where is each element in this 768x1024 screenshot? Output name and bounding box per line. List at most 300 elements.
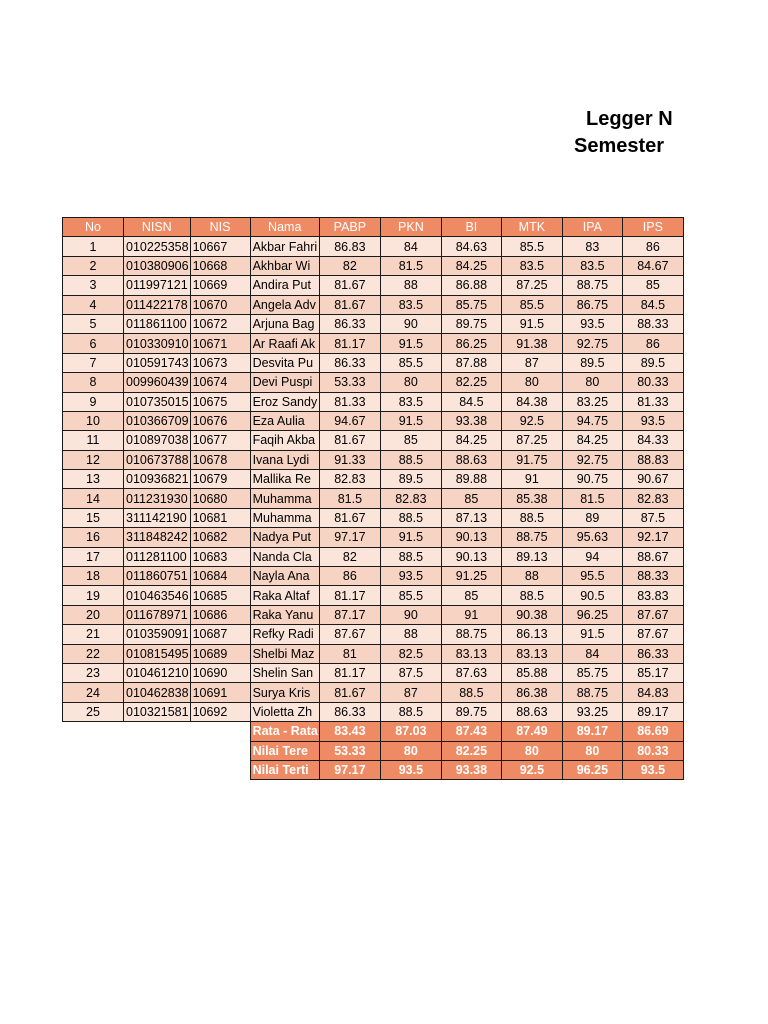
cell-pkn[interactable]: 80 bbox=[380, 373, 441, 392]
cell-pkn[interactable]: 87.5 bbox=[380, 663, 441, 682]
cell-ips[interactable]: 81.33 bbox=[622, 392, 683, 411]
column-header-pabp[interactable]: PABP bbox=[319, 218, 380, 237]
cell-ips[interactable]: 88.33 bbox=[622, 567, 683, 586]
cell-ipa[interactable]: 96.25 bbox=[562, 605, 622, 624]
cell-nis[interactable]: 10674 bbox=[190, 373, 250, 392]
cell-mtk[interactable]: 83.13 bbox=[501, 644, 562, 663]
cell-pkn[interactable]: 82.83 bbox=[380, 489, 441, 508]
cell-no[interactable]: 7 bbox=[63, 353, 124, 372]
cell-nis[interactable]: 10684 bbox=[190, 567, 250, 586]
cell-nama[interactable]: Eza Aulia bbox=[250, 411, 319, 430]
cell-pabp[interactable]: 81.17 bbox=[319, 586, 380, 605]
cell-pabp[interactable]: 82.83 bbox=[319, 470, 380, 489]
cell-nisn[interactable]: 010321581 bbox=[124, 702, 191, 721]
column-header-no[interactable]: No bbox=[63, 218, 124, 237]
empty-cell bbox=[190, 741, 250, 760]
cell-nama[interactable]: Ivana Lydi bbox=[250, 450, 319, 469]
cell-mtk[interactable]: 90.38 bbox=[501, 605, 562, 624]
cell-nis[interactable]: 10676 bbox=[190, 411, 250, 430]
summary-value-bi[interactable]: 82.25 bbox=[441, 741, 501, 760]
cell-nis[interactable]: 10678 bbox=[190, 450, 250, 469]
cell-nis[interactable]: 10680 bbox=[190, 489, 250, 508]
cell-mtk[interactable]: 85.38 bbox=[501, 489, 562, 508]
cell-nis[interactable]: 10677 bbox=[190, 431, 250, 450]
cell-nis[interactable]: 10687 bbox=[190, 625, 250, 644]
cell-pkn[interactable]: 85 bbox=[380, 431, 441, 450]
column-header-mtk[interactable]: MTK bbox=[501, 218, 562, 237]
cell-ips[interactable]: 90.67 bbox=[622, 470, 683, 489]
cell-bi[interactable]: 84.25 bbox=[441, 431, 501, 450]
cell-no[interactable]: 2 bbox=[63, 256, 124, 275]
cell-no[interactable]: 11 bbox=[63, 431, 124, 450]
cell-ipa[interactable]: 93.5 bbox=[562, 314, 622, 333]
cell-nama[interactable]: Shelin San bbox=[250, 663, 319, 682]
cell-bi[interactable]: 86.25 bbox=[441, 334, 501, 353]
cell-ipa[interactable]: 94.75 bbox=[562, 411, 622, 430]
cell-bi[interactable]: 88.75 bbox=[441, 625, 501, 644]
cell-pabp[interactable]: 81.67 bbox=[319, 276, 380, 295]
table-row bbox=[63, 625, 684, 644]
empty-cell bbox=[190, 760, 250, 779]
cell-nis[interactable]: 10673 bbox=[190, 353, 250, 372]
cell-nisn[interactable]: 009960439 bbox=[124, 373, 191, 392]
cell-ips[interactable]: 88.83 bbox=[622, 450, 683, 469]
cell-pabp[interactable]: 94.67 bbox=[319, 411, 380, 430]
cell-ips[interactable]: 92.17 bbox=[622, 528, 683, 547]
cell-pabp[interactable]: 87.67 bbox=[319, 625, 380, 644]
column-header-ips[interactable]: IPS bbox=[622, 218, 683, 237]
cell-ips[interactable]: 84.5 bbox=[622, 295, 683, 314]
cell-mtk[interactable]: 87.25 bbox=[501, 431, 562, 450]
cell-nisn[interactable]: 311848242 bbox=[124, 528, 191, 547]
cell-ipa[interactable]: 84 bbox=[562, 644, 622, 663]
cell-mtk[interactable]: 87.25 bbox=[501, 276, 562, 295]
cell-mtk[interactable]: 88 bbox=[501, 567, 562, 586]
cell-ips[interactable]: 87.5 bbox=[622, 508, 683, 527]
cell-pkn[interactable]: 81.5 bbox=[380, 256, 441, 275]
cell-bi[interactable]: 91.25 bbox=[441, 567, 501, 586]
cell-bi[interactable]: 83.13 bbox=[441, 644, 501, 663]
cell-bi[interactable]: 90.13 bbox=[441, 547, 501, 566]
cell-nisn[interactable]: 011997121 bbox=[124, 276, 191, 295]
cell-nama[interactable]: Mallika Re bbox=[250, 470, 319, 489]
cell-nis[interactable]: 10667 bbox=[190, 237, 250, 256]
cell-ipa[interactable]: 86.75 bbox=[562, 295, 622, 314]
cell-nisn[interactable]: 010591743 bbox=[124, 353, 191, 372]
summary-label[interactable]: Rata - Rata bbox=[250, 722, 319, 741]
summary-row bbox=[63, 722, 684, 741]
cell-pabp[interactable]: 97.17 bbox=[319, 528, 380, 547]
cell-bi[interactable]: 89.88 bbox=[441, 470, 501, 489]
cell-nis[interactable]: 10689 bbox=[190, 644, 250, 663]
cell-pkn[interactable]: 93.5 bbox=[380, 567, 441, 586]
cell-bi[interactable]: 85.75 bbox=[441, 295, 501, 314]
cell-mtk[interactable]: 87 bbox=[501, 353, 562, 372]
cell-no[interactable]: 8 bbox=[63, 373, 124, 392]
cell-ipa[interactable]: 89 bbox=[562, 508, 622, 527]
cell-ipa[interactable]: 80 bbox=[562, 373, 622, 392]
table-row bbox=[63, 663, 684, 682]
summary-label[interactable]: Nilai Terti bbox=[250, 760, 319, 779]
cell-nis[interactable]: 10692 bbox=[190, 702, 250, 721]
cell-no[interactable]: 17 bbox=[63, 547, 124, 566]
column-header-bi[interactable]: BI bbox=[441, 218, 501, 237]
cell-nisn[interactable]: 010366709 bbox=[124, 411, 191, 430]
grade-ledger-table bbox=[62, 217, 684, 780]
cell-pkn[interactable]: 88.5 bbox=[380, 450, 441, 469]
cell-ips[interactable]: 80.33 bbox=[622, 373, 683, 392]
cell-nisn[interactable]: 010735015 bbox=[124, 392, 191, 411]
cell-pkn[interactable]: 88 bbox=[380, 276, 441, 295]
cell-no[interactable]: 18 bbox=[63, 567, 124, 586]
table-row bbox=[63, 644, 684, 663]
cell-nama[interactable]: Akhbar Wi bbox=[250, 256, 319, 275]
cell-pkn[interactable]: 83.5 bbox=[380, 295, 441, 314]
cell-mtk[interactable]: 85.88 bbox=[501, 663, 562, 682]
empty-cell bbox=[124, 760, 191, 779]
cell-ipa[interactable]: 81.5 bbox=[562, 489, 622, 508]
cell-ipa[interactable]: 92.75 bbox=[562, 450, 622, 469]
cell-bi[interactable]: 84.63 bbox=[441, 237, 501, 256]
cell-bi[interactable]: 85 bbox=[441, 586, 501, 605]
cell-pkn[interactable]: 91.5 bbox=[380, 528, 441, 547]
summary-value-pkn[interactable]: 80 bbox=[380, 741, 441, 760]
cell-nama[interactable]: Nanda Cla bbox=[250, 547, 319, 566]
cell-pkn[interactable]: 88.5 bbox=[380, 508, 441, 527]
cell-nis[interactable]: 10685 bbox=[190, 586, 250, 605]
summary-value-ipa[interactable]: 89.17 bbox=[562, 722, 622, 741]
cell-pkn[interactable]: 90 bbox=[380, 314, 441, 333]
cell-pkn[interactable]: 91.5 bbox=[380, 411, 441, 430]
cell-mtk[interactable]: 88.75 bbox=[501, 528, 562, 547]
cell-no[interactable]: 19 bbox=[63, 586, 124, 605]
table-row bbox=[63, 605, 684, 624]
cell-nisn[interactable]: 010462838 bbox=[124, 683, 191, 702]
cell-ips[interactable]: 84.67 bbox=[622, 256, 683, 275]
cell-bi[interactable]: 93.38 bbox=[441, 411, 501, 430]
cell-bi[interactable]: 87.13 bbox=[441, 508, 501, 527]
cell-ipa[interactable]: 83.5 bbox=[562, 256, 622, 275]
cell-ipa[interactable]: 94 bbox=[562, 547, 622, 566]
cell-mtk[interactable]: 88.63 bbox=[501, 702, 562, 721]
cell-nis[interactable]: 10675 bbox=[190, 392, 250, 411]
empty-cell bbox=[63, 722, 124, 741]
cell-nama[interactable]: Refky Radi bbox=[250, 625, 319, 644]
cell-bi[interactable]: 89.75 bbox=[441, 314, 501, 333]
cell-no[interactable]: 4 bbox=[63, 295, 124, 314]
cell-mtk[interactable]: 91.5 bbox=[501, 314, 562, 333]
cell-ips[interactable]: 82.83 bbox=[622, 489, 683, 508]
column-header-pkn[interactable]: PKN bbox=[380, 218, 441, 237]
cell-no[interactable]: 23 bbox=[63, 663, 124, 682]
cell-ips[interactable]: 86 bbox=[622, 334, 683, 353]
column-header-nisn[interactable]: NISN bbox=[124, 218, 191, 237]
cell-ips[interactable]: 84.83 bbox=[622, 683, 683, 702]
table-row bbox=[63, 392, 684, 411]
cell-nama[interactable]: Andira Put bbox=[250, 276, 319, 295]
cell-ips[interactable]: 86 bbox=[622, 237, 683, 256]
cell-no[interactable]: 6 bbox=[63, 334, 124, 353]
table-row bbox=[63, 237, 684, 256]
cell-ipa[interactable]: 88.75 bbox=[562, 683, 622, 702]
cell-nama[interactable]: Raka Yanu bbox=[250, 605, 319, 624]
column-header-ipa[interactable]: IPA bbox=[562, 218, 622, 237]
summary-value-bi[interactable]: 87.43 bbox=[441, 722, 501, 741]
cell-pabp[interactable]: 81.67 bbox=[319, 508, 380, 527]
cell-ips[interactable]: 87.67 bbox=[622, 605, 683, 624]
cell-ips[interactable]: 85.17 bbox=[622, 663, 683, 682]
table-row bbox=[63, 295, 684, 314]
cell-ipa[interactable]: 83.25 bbox=[562, 392, 622, 411]
cell-pabp[interactable]: 82 bbox=[319, 256, 380, 275]
cell-nisn[interactable]: 010359091 bbox=[124, 625, 191, 644]
cell-pkn[interactable]: 87 bbox=[380, 683, 441, 702]
cell-pabp[interactable]: 81.33 bbox=[319, 392, 380, 411]
column-header-nis[interactable]: NIS bbox=[190, 218, 250, 237]
cell-ipa[interactable]: 95.63 bbox=[562, 528, 622, 547]
cell-nis[interactable]: 10681 bbox=[190, 508, 250, 527]
cell-nama[interactable]: Muhamma bbox=[250, 508, 319, 527]
cell-nisn[interactable]: 011422178 bbox=[124, 295, 191, 314]
cell-ipa[interactable]: 93.25 bbox=[562, 702, 622, 721]
summary-value-pabp[interactable]: 53.33 bbox=[319, 741, 380, 760]
cell-nis[interactable]: 10682 bbox=[190, 528, 250, 547]
cell-ips[interactable]: 89.17 bbox=[622, 702, 683, 721]
cell-nis[interactable]: 10670 bbox=[190, 295, 250, 314]
cell-pabp[interactable]: 86 bbox=[319, 567, 380, 586]
empty-cell bbox=[124, 741, 191, 760]
summary-value-ips[interactable]: 80.33 bbox=[622, 741, 683, 760]
cell-nis[interactable]: 10683 bbox=[190, 547, 250, 566]
cell-no[interactable]: 16 bbox=[63, 528, 124, 547]
cell-no[interactable]: 12 bbox=[63, 450, 124, 469]
cell-nis[interactable]: 10671 bbox=[190, 334, 250, 353]
cell-ips[interactable]: 87.67 bbox=[622, 625, 683, 644]
cell-mtk[interactable]: 84.38 bbox=[501, 392, 562, 411]
cell-nisn[interactable]: 010897038 bbox=[124, 431, 191, 450]
cell-pkn[interactable]: 85.5 bbox=[380, 353, 441, 372]
cell-no[interactable]: 10 bbox=[63, 411, 124, 430]
cell-nama[interactable]: Arjuna Bag bbox=[250, 314, 319, 333]
cell-pabp[interactable]: 81.67 bbox=[319, 683, 380, 702]
table-row bbox=[63, 489, 684, 508]
table-row bbox=[63, 334, 684, 353]
cell-mtk[interactable]: 86.13 bbox=[501, 625, 562, 644]
cell-bi[interactable]: 89.75 bbox=[441, 702, 501, 721]
cell-ipa[interactable]: 92.75 bbox=[562, 334, 622, 353]
cell-nama[interactable]: Nadya Put bbox=[250, 528, 319, 547]
cell-mtk[interactable]: 80 bbox=[501, 373, 562, 392]
cell-nisn[interactable]: 011678971 bbox=[124, 605, 191, 624]
cell-nis[interactable]: 10690 bbox=[190, 663, 250, 682]
cell-bi[interactable]: 82.25 bbox=[441, 373, 501, 392]
summary-value-mtk[interactable]: 92.5 bbox=[501, 760, 562, 779]
cell-ips[interactable]: 88.33 bbox=[622, 314, 683, 333]
cell-mtk[interactable]: 88.5 bbox=[501, 586, 562, 605]
cell-pabp[interactable]: 81 bbox=[319, 644, 380, 663]
cell-pabp[interactable]: 81.5 bbox=[319, 489, 380, 508]
cell-pabp[interactable]: 81.67 bbox=[319, 295, 380, 314]
cell-nisn[interactable]: 010936821 bbox=[124, 470, 191, 489]
cell-mtk[interactable]: 83.5 bbox=[501, 256, 562, 275]
cell-bi[interactable]: 87.63 bbox=[441, 663, 501, 682]
cell-bi[interactable]: 84.5 bbox=[441, 392, 501, 411]
summary-value-pabp[interactable]: 97.17 bbox=[319, 760, 380, 779]
cell-nama[interactable]: Nayla Ana bbox=[250, 567, 319, 586]
cell-pabp[interactable]: 86.33 bbox=[319, 353, 380, 372]
cell-ips[interactable]: 88.67 bbox=[622, 547, 683, 566]
column-header-nama[interactable]: Nama bbox=[250, 218, 319, 237]
cell-bi[interactable]: 88.63 bbox=[441, 450, 501, 469]
cell-ipa[interactable]: 84.25 bbox=[562, 431, 622, 450]
cell-nis[interactable]: 10691 bbox=[190, 683, 250, 702]
cell-pabp[interactable]: 86.33 bbox=[319, 702, 380, 721]
cell-bi[interactable]: 86.88 bbox=[441, 276, 501, 295]
summary-value-ips[interactable]: 86.69 bbox=[622, 722, 683, 741]
cell-nis[interactable]: 10679 bbox=[190, 470, 250, 489]
cell-pabp[interactable]: 87.17 bbox=[319, 605, 380, 624]
cell-nama[interactable]: Surya Kris bbox=[250, 683, 319, 702]
summary-label[interactable]: Nilai Tere bbox=[250, 741, 319, 760]
cell-ipa[interactable]: 83 bbox=[562, 237, 622, 256]
cell-no[interactable]: 15 bbox=[63, 508, 124, 527]
cell-nisn[interactable]: 010225358 bbox=[124, 237, 191, 256]
cell-nama[interactable]: Akbar Fahri bbox=[250, 237, 319, 256]
cell-mtk[interactable]: 88.5 bbox=[501, 508, 562, 527]
cell-mtk[interactable]: 91.38 bbox=[501, 334, 562, 353]
cell-ipa[interactable]: 95.5 bbox=[562, 567, 622, 586]
cell-nama[interactable]: Devi Puspi bbox=[250, 373, 319, 392]
cell-pkn[interactable]: 91.5 bbox=[380, 334, 441, 353]
cell-ipa[interactable]: 85.75 bbox=[562, 663, 622, 682]
cell-mtk[interactable]: 85.5 bbox=[501, 295, 562, 314]
cell-mtk[interactable]: 91.75 bbox=[501, 450, 562, 469]
summary-value-mtk[interactable]: 80 bbox=[501, 741, 562, 760]
summary-value-ipa[interactable]: 96.25 bbox=[562, 760, 622, 779]
cell-pkn[interactable]: 82.5 bbox=[380, 644, 441, 663]
cell-nisn[interactable]: 010815495 bbox=[124, 644, 191, 663]
cell-nisn[interactable]: 010463546 bbox=[124, 586, 191, 605]
cell-pkn[interactable]: 88.5 bbox=[380, 547, 441, 566]
cell-ips[interactable]: 89.5 bbox=[622, 353, 683, 372]
cell-ips[interactable]: 93.5 bbox=[622, 411, 683, 430]
empty-cell bbox=[124, 722, 191, 741]
cell-ipa[interactable]: 90.75 bbox=[562, 470, 622, 489]
cell-ips[interactable]: 85 bbox=[622, 276, 683, 295]
cell-nis[interactable]: 10669 bbox=[190, 276, 250, 295]
cell-pkn[interactable]: 90 bbox=[380, 605, 441, 624]
cell-pkn[interactable]: 88.5 bbox=[380, 702, 441, 721]
summary-value-ipa[interactable]: 80 bbox=[562, 741, 622, 760]
cell-bi[interactable]: 85 bbox=[441, 489, 501, 508]
table-row bbox=[63, 276, 684, 295]
cell-pkn[interactable]: 85.5 bbox=[380, 586, 441, 605]
cell-nis[interactable]: 10672 bbox=[190, 314, 250, 333]
cell-no[interactable]: 3 bbox=[63, 276, 124, 295]
cell-nisn[interactable]: 010461210 bbox=[124, 663, 191, 682]
cell-ips[interactable]: 86.33 bbox=[622, 644, 683, 663]
cell-no[interactable]: 20 bbox=[63, 605, 124, 624]
cell-mtk[interactable]: 92.5 bbox=[501, 411, 562, 430]
cell-no[interactable]: 22 bbox=[63, 644, 124, 663]
summary-value-bi[interactable]: 93.38 bbox=[441, 760, 501, 779]
summary-value-pkn[interactable]: 87.03 bbox=[380, 722, 441, 741]
cell-bi[interactable]: 88.5 bbox=[441, 683, 501, 702]
cell-ipa[interactable]: 89.5 bbox=[562, 353, 622, 372]
cell-pkn[interactable]: 88 bbox=[380, 625, 441, 644]
cell-bi[interactable]: 87.88 bbox=[441, 353, 501, 372]
cell-pabp[interactable]: 81.17 bbox=[319, 334, 380, 353]
cell-ips[interactable]: 84.33 bbox=[622, 431, 683, 450]
cell-mtk[interactable]: 86.38 bbox=[501, 683, 562, 702]
cell-nama[interactable]: Raka Altaf bbox=[250, 586, 319, 605]
cell-pkn[interactable]: 89.5 bbox=[380, 470, 441, 489]
cell-ipa[interactable]: 91.5 bbox=[562, 625, 622, 644]
cell-pabp[interactable]: 81.17 bbox=[319, 663, 380, 682]
cell-nama[interactable]: Shelbi Maz bbox=[250, 644, 319, 663]
cell-nisn[interactable]: 010673788 bbox=[124, 450, 191, 469]
cell-pabp[interactable]: 86.83 bbox=[319, 237, 380, 256]
cell-pkn[interactable]: 83.5 bbox=[380, 392, 441, 411]
cell-pabp[interactable]: 91.33 bbox=[319, 450, 380, 469]
summary-value-ips[interactable]: 93.5 bbox=[622, 760, 683, 779]
cell-no[interactable]: 5 bbox=[63, 314, 124, 333]
cell-no[interactable]: 25 bbox=[63, 702, 124, 721]
summary-value-pabp[interactable]: 83.43 bbox=[319, 722, 380, 741]
cell-nisn[interactable]: 010330910 bbox=[124, 334, 191, 353]
cell-nisn[interactable]: 011860751 bbox=[124, 567, 191, 586]
cell-mtk[interactable]: 85.5 bbox=[501, 237, 562, 256]
cell-no[interactable]: 21 bbox=[63, 625, 124, 644]
cell-no[interactable]: 9 bbox=[63, 392, 124, 411]
cell-pabp[interactable]: 86.33 bbox=[319, 314, 380, 333]
cell-no[interactable]: 24 bbox=[63, 683, 124, 702]
cell-pabp[interactable]: 82 bbox=[319, 547, 380, 566]
cell-nama[interactable]: Desvita Pu bbox=[250, 353, 319, 372]
cell-bi[interactable]: 84.25 bbox=[441, 256, 501, 275]
cell-no[interactable]: 14 bbox=[63, 489, 124, 508]
cell-nisn[interactable]: 010380906 bbox=[124, 256, 191, 275]
cell-nisn[interactable]: 311142190 bbox=[124, 508, 191, 527]
cell-nama[interactable]: Faqih Akba bbox=[250, 431, 319, 450]
cell-nama[interactable]: Muhamma bbox=[250, 489, 319, 508]
cell-no[interactable]: 1 bbox=[63, 237, 124, 256]
cell-nisn[interactable]: 011231930 bbox=[124, 489, 191, 508]
cell-nis[interactable]: 10668 bbox=[190, 256, 250, 275]
cell-nama[interactable]: Ar Raafi Ak bbox=[250, 334, 319, 353]
cell-ipa[interactable]: 88.75 bbox=[562, 276, 622, 295]
cell-mtk[interactable]: 89.13 bbox=[501, 547, 562, 566]
cell-pkn[interactable]: 84 bbox=[380, 237, 441, 256]
cell-bi[interactable]: 90.13 bbox=[441, 528, 501, 547]
cell-ipa[interactable]: 90.5 bbox=[562, 586, 622, 605]
cell-bi[interactable]: 91 bbox=[441, 605, 501, 624]
cell-nama[interactable]: Violetta Zh bbox=[250, 702, 319, 721]
cell-nama[interactable]: Eroz Sandy bbox=[250, 392, 319, 411]
cell-nama[interactable]: Angela Adv bbox=[250, 295, 319, 314]
cell-nisn[interactable]: 011281100 bbox=[124, 547, 191, 566]
cell-nis[interactable]: 10686 bbox=[190, 605, 250, 624]
summary-value-pkn[interactable]: 93.5 bbox=[380, 760, 441, 779]
cell-nisn[interactable]: 011861100 bbox=[124, 314, 191, 333]
cell-pabp[interactable]: 81.67 bbox=[319, 431, 380, 450]
cell-mtk[interactable]: 91 bbox=[501, 470, 562, 489]
summary-value-mtk[interactable]: 87.49 bbox=[501, 722, 562, 741]
cell-ips[interactable]: 83.83 bbox=[622, 586, 683, 605]
cell-pabp[interactable]: 53.33 bbox=[319, 373, 380, 392]
cell-no[interactable]: 13 bbox=[63, 470, 124, 489]
table-row bbox=[63, 431, 684, 450]
